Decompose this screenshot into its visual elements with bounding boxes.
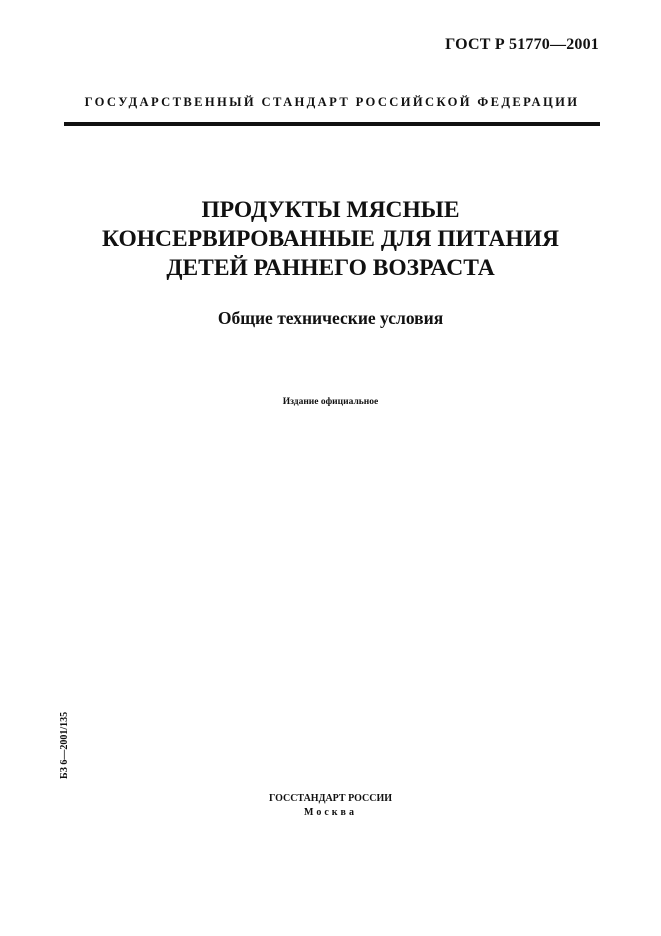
publisher-name: ГОССТАНДАРТ РОССИИ (268, 793, 393, 804)
header-divider (64, 122, 600, 126)
title-line-1: ПРОДУКТЫ МЯСНЫЕ (201, 197, 460, 223)
title-line-3: ДЕТЕЙ РАННЕГО ВОЗРАСТА (166, 255, 495, 281)
document-title (0, 196, 661, 283)
document-subtitle: Общие технические условия (217, 308, 444, 328)
edition-note: Издание официальное (282, 397, 379, 407)
publisher-block (0, 792, 661, 820)
title-line-2: КОНСЕРВИРОВАННЫЕ ДЛЯ ПИТАНИЯ (102, 226, 559, 252)
standard-code: ГОСТ Р 51770—2001 (445, 36, 599, 53)
side-registration-code: БЗ 6—2001/135 (59, 711, 70, 779)
federation-heading: ГОСУДАРСТВЕННЫЙ СТАНДАРТ РОССИЙСКОЙ ФЕДЕРАЦИИ (84, 95, 580, 109)
publisher-city: Москва (304, 807, 357, 818)
